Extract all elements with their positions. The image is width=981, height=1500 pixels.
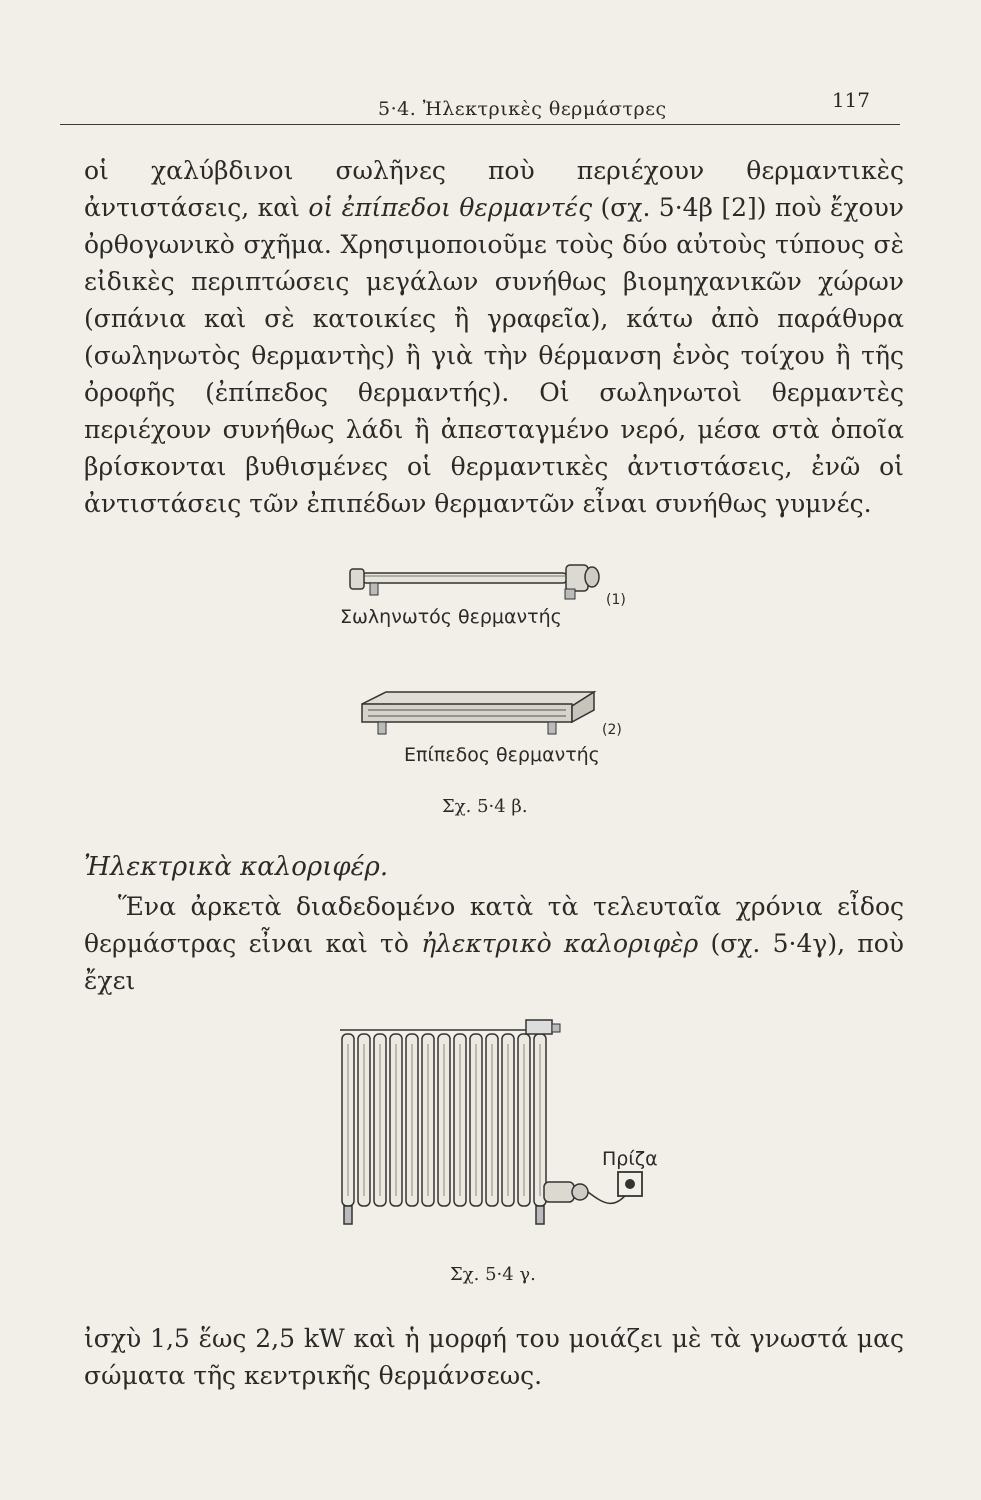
paragraph-2-part2: (σχ. 5·4γ), ποὺ ἔχει (84, 929, 904, 995)
paragraph-2 (84, 888, 904, 999)
paragraph-2-text (84, 888, 904, 999)
paragraph-3 (84, 1320, 904, 1394)
radiator-illustration (330, 1010, 660, 1250)
tube-heater-illustration (340, 555, 610, 605)
page-header (60, 80, 900, 120)
paragraph-2-emphasis: ἠλεκτρικὸ καλοριφὲρ (421, 929, 699, 958)
figure-5-4b-number: Σχ. 5·4 β. (442, 796, 528, 817)
paragraph-1 (84, 152, 904, 522)
tube-heater-label: (1) (606, 592, 626, 608)
page-number: 117 (831, 88, 870, 112)
paragraph-1-emphasis: οἱ ἐπίπεδοι θερμαντές (308, 193, 593, 222)
running-head: 5·4. Ἠλεκτρικὲς θερμάστρες (378, 98, 667, 120)
flat-heater-illustration (358, 690, 598, 745)
paragraph-1-part1: οἱ χαλύβδινοι σωλῆνες ποὺ περιέχουν θερμαντικὲς ἀντιστάσεις, καὶ (84, 156, 904, 222)
radiator-foot (344, 1206, 352, 1224)
section-heading: Ἠλεκτρικὰ καλοριφέρ. (84, 852, 389, 882)
tube-heater-caption: Σωληνωτός θερμαντής (340, 606, 562, 628)
paragraph-2-part1: Ἕνα ἀρκετὰ διαδεδομένο κατὰ τὰ τελευταῖα χρόνια εἶδος θερμάστρας εἶναι καὶ τὸ (84, 892, 904, 958)
header-rule (60, 124, 900, 125)
radiator-foot (536, 1206, 544, 1224)
flat-heater-caption: Επίπεδος θερμαντής (404, 744, 600, 766)
socket-label: Πρίζα (602, 1148, 658, 1170)
paragraph-1-part2: (σχ. 5·4β [2]) ποὺ ἔχουν ὀρθογωνικὸ σχῆμα. Χρησιμοποιοῦμε τοὺς δύο αὐτοὺς τύπους σὲ εἰδικὲς περιπτώσεις μεγάλων συνήθως βιομηχανικῶν χώρων (σπάνια καὶ σὲ κατοικίες ἢ γραφεῖα), κάτω ἀπὸ παράθυρα (σωληνωτὸς θερμαντὴς) ἢ γιὰ τὴν θέρμανση ἑνὸς τοίχου ἢ τῆς ὀροφῆς (ἐπίπεδος θερμαντής). Οἱ σωληνωτοὶ θερμαντὲς περιέχουν συνήθως λάδι ἢ ἀπεσταγμένο νερό, μέσα στὰ ὁποῖα βρίσκονται βυθισμένες οἱ θερμαντικὲς ἀντιστάσεις, ἐνῶ οἱ ἀντιστάσεις τῶν ἐπιπέδων θερμαντῶν εἶναι συνήθως γυμνές. (84, 193, 905, 518)
paragraph-1-text (84, 152, 904, 522)
flat-heater-label: (2) (602, 722, 622, 738)
paragraph-3-text: ἰσχὺ 1,5 ἕως 2,5 kW καὶ ἡ μορφή του μοιάζει μὲ τὰ γνωστά μας σώματα τῆς κεντρικῆς θερμάνσεως. (84, 1324, 904, 1390)
figure-5-4g-number: Σχ. 5·4 γ. (450, 1264, 536, 1285)
